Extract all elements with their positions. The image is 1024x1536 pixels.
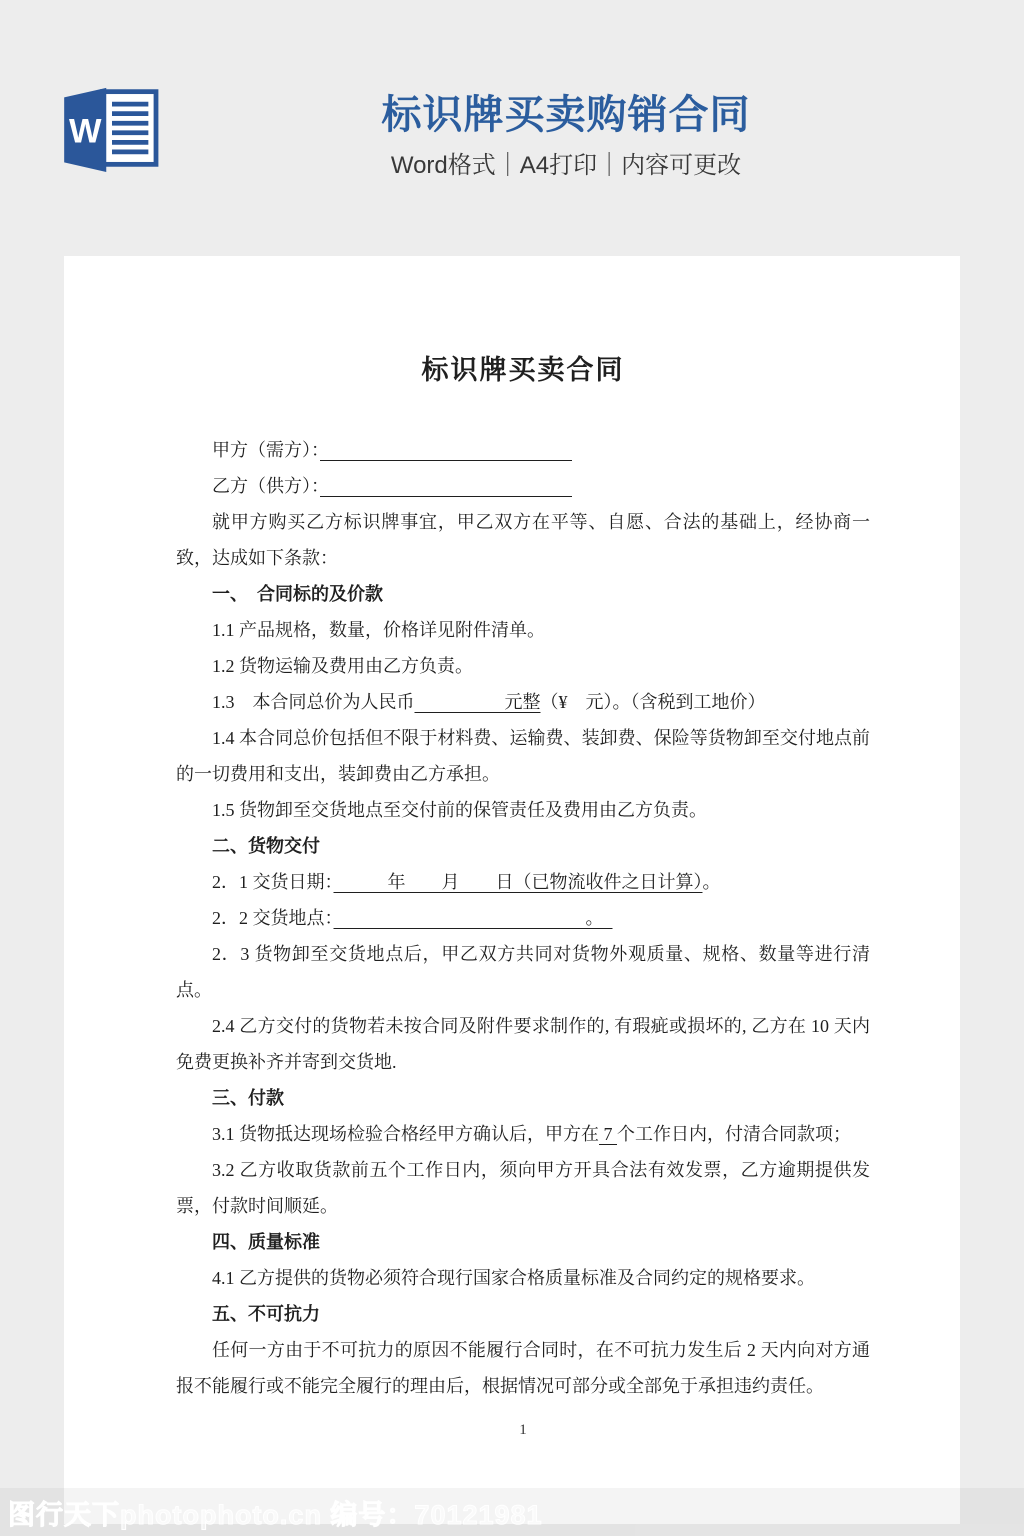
delivery-date-blank-line: 年 月 日（已物流收件之日计算）: [333, 872, 703, 892]
clause-2-4: 2.4 乙方交付的货物若未按合同及附件要求制作的, 有瑕疵或损坏的, 乙方在 10 天内免费更换补齐并寄到交货地.: [176, 1016, 870, 1072]
clause-1-4: 1.4 本合同总价包括但不限于材料费、运输费、装卸费、保险等货物卸至交付地点前的一切费用和支出，装卸费由乙方承担。: [176, 728, 870, 784]
clause-2-2: [176, 900, 870, 936]
amount-blank-line: [415, 692, 505, 712]
party-a-blank-line: [320, 440, 572, 460]
clause-1-3-text: 1.3 本合同总价为人民币: [212, 692, 415, 712]
party-b-blank-line: [320, 476, 572, 496]
clause-3-2: 3.2 乙方收取货款前五个工作日内，须向甲方开具合法有效发票，乙方逾期提供发票，付款时间顺延。: [176, 1160, 870, 1216]
page-number: 1: [519, 1422, 527, 1438]
clause-4-1: 4.1 乙方提供的货物必须符合现行国家合格质量标准及合同约定的规格要求。: [212, 1268, 815, 1288]
clause-2-1-suffix: 。: [702, 872, 721, 892]
clause-1-5: 1.5 货物卸至交货地点至交付前的保管责任及费用由乙方负责。: [212, 800, 707, 820]
watermark-bar: [0, 1488, 1024, 1536]
delivery-place-blank-line: 。: [333, 908, 613, 928]
section-3-heading: 三、付款: [212, 1088, 284, 1108]
contract-title: 标识牌买卖合同: [421, 355, 625, 385]
clause-2-1: [176, 864, 870, 900]
section-1-heading: 一、 合同标的及价款: [212, 584, 383, 604]
svg-text:W: W: [68, 112, 102, 151]
section-4-heading: 四、质量标准: [212, 1232, 320, 1252]
party-b-label: 乙方（供方）：: [212, 476, 320, 496]
template-subtitle: Word格式｜A4打印｜内容可更改: [390, 152, 742, 179]
clause-1-3: [176, 684, 870, 720]
clause-3-1: [176, 1116, 870, 1152]
amount-unit-label: 元整: [504, 692, 541, 712]
clause-3-1-text: 3.1 货物抵达现场检验合格经甲方确认后，甲方在: [212, 1124, 599, 1144]
section-2-heading: 二、货物交付: [212, 836, 320, 856]
clause-1-1: 1.1 产品规格，数量，价格详见附件清单。: [212, 620, 545, 640]
clause-2-3: 2．3 货物卸至交货地点后，甲乙双方共同对货物外观质量、规格、数量等进行清点。: [176, 944, 870, 1000]
party-b-line: [176, 468, 870, 504]
party-a-label: 甲方（需方）：: [212, 440, 320, 460]
delivery-place-label: 2．2 交货地点：: [212, 908, 334, 928]
template-header: [0, 0, 1024, 256]
clause-1-3-suffix: （¥ 元）。（含税到工地价）: [540, 692, 766, 712]
delivery-date-label: 2．1 交货日期：: [212, 872, 334, 892]
template-title: 标识牌买卖购销合同: [381, 93, 751, 137]
clause-3-1-suffix: 个工作日内，付清合同款项；: [617, 1124, 851, 1144]
watermark-text: 图行天下photophoto.cn 编号：70121981: [8, 1499, 543, 1530]
clause-5-paragraph: 任何一方由于不可抗力的原因不能履行合同时，在不可抗力发生后 2 天内向对方通报不能履行或不能完全履行的理由后，根据情况可部分或全部免于承担违约责任。: [176, 1340, 870, 1396]
section-5-heading: 五、不可抗力: [212, 1304, 320, 1324]
document-page: [64, 256, 960, 1524]
payment-days-value: 7: [599, 1124, 617, 1144]
clause-1-2: 1.2 货物运输及费用由乙方负责。: [212, 656, 473, 676]
intro-paragraph: 就甲方购买乙方标识牌事宜，甲乙双方在平等、自愿、合法的基础上，经协商一致，达成如下条款：: [176, 512, 870, 568]
party-a-line: [176, 432, 870, 468]
